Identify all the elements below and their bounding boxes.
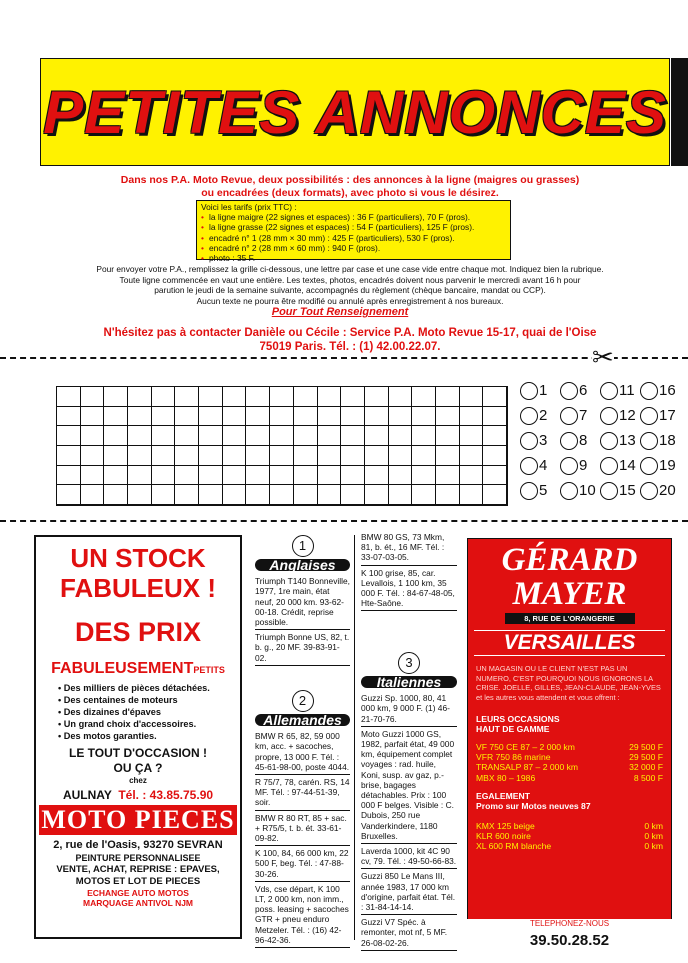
circle-checkbox-icon[interactable] <box>640 432 658 450</box>
rubrique-number: 6 <box>579 382 588 399</box>
letter-cell[interactable] <box>104 446 128 466</box>
instruction-line: Pour envoyer votre P.A., remplissez la grille ci-dessous, une lettre par case et une case vide entre chaque mot. Indiquez bien la rubrique. <box>96 264 604 274</box>
rubrique-option[interactable] <box>560 405 600 426</box>
circle-checkbox-icon[interactable] <box>600 432 618 450</box>
occasion-line: LE TOUT D'OCCASION ! <box>69 746 207 760</box>
letter-cell[interactable] <box>341 387 365 407</box>
letter-cell[interactable] <box>175 426 199 446</box>
letter-cell[interactable] <box>294 446 318 466</box>
ad-echange <box>36 888 240 908</box>
tarifs-box <box>196 200 511 264</box>
echange-line: ECHANGE AUTO MOTOS <box>87 888 189 898</box>
letter-cell[interactable] <box>246 446 270 466</box>
letter-cell[interactable] <box>294 387 318 407</box>
rubrique-option[interactable] <box>560 455 600 476</box>
list-item: • Des motos garanties. <box>58 730 240 742</box>
letter-cell[interactable] <box>294 485 318 505</box>
letter-cell[interactable] <box>223 485 247 505</box>
letter-cell[interactable] <box>389 387 413 407</box>
rubrique-option[interactable] <box>600 405 640 426</box>
letter-cell[interactable] <box>152 426 176 446</box>
rubrique-number: 17 <box>659 407 676 424</box>
classified-ad: Triumph Bonne US, 82, t. b. g., 20 MF. 39-83-91-02. <box>255 630 350 666</box>
occasions-list <box>476 742 663 783</box>
phone-label: TELEPHONEZ-NOUS <box>467 919 672 929</box>
ad-city: VERSAILLES <box>474 630 665 656</box>
tarifs-title: Voici les tarifs (prix TTC) : <box>201 202 297 212</box>
classified-ad: Guzzi V7 Spéc. à remonter, mot nf, 5 MF. 26-08-02-26. <box>361 915 457 951</box>
rubrique-number: 13 <box>619 432 636 449</box>
classified-ad: Guzzi Sp. 1000, 80, 41 000 km, 9 000 F. (1) 46-21-70-76. <box>361 691 457 727</box>
brand-line: GÉRARD <box>501 542 638 578</box>
item-model: VF 750 CE 87 – 2 000 km <box>476 742 575 752</box>
heading-line: HAUT DE GAMME <box>476 724 550 734</box>
petits-text: PETITS <box>193 665 225 675</box>
item-price: 0 km <box>644 841 663 852</box>
letter-cell[interactable] <box>460 407 484 427</box>
rubrique-number: 7 <box>579 407 588 424</box>
letter-cell[interactable] <box>81 407 105 427</box>
rubrique-option[interactable] <box>640 380 680 401</box>
rubrique-number: 12 <box>619 407 636 424</box>
letter-cell[interactable] <box>270 485 294 505</box>
letter-cell[interactable] <box>152 387 176 407</box>
contact-line: N'hésitez pas à contacter Danièle ou Cécile : Service P.A. Moto Revue 15-17, quai de l'Oise <box>103 327 597 339</box>
letter-cell[interactable] <box>57 446 81 466</box>
rubrique-option[interactable] <box>520 380 560 401</box>
circle-checkbox-icon[interactable] <box>560 482 578 500</box>
circle-checkbox-icon[interactable] <box>520 432 538 450</box>
circle-checkbox-icon[interactable] <box>600 407 618 425</box>
circle-checkbox-icon[interactable] <box>640 482 658 500</box>
letter-cell[interactable] <box>436 426 460 446</box>
ad-phone: Tél. : 43.85.75.90 <box>118 788 214 802</box>
egalement-heading <box>476 791 663 811</box>
fabuleusement-text: FABULEUSEMENT <box>51 660 194 677</box>
letter-cell[interactable] <box>318 426 342 446</box>
ad-fabuleusement <box>36 660 240 678</box>
item-price: 29 500 F <box>629 742 663 752</box>
letter-cell[interactable] <box>389 407 413 427</box>
heading-line: LEURS OCCASIONS <box>476 714 560 724</box>
letter-cell[interactable] <box>199 387 223 407</box>
circle-checkbox-icon[interactable] <box>520 457 538 475</box>
occasion-line: OU ÇA ? <box>113 761 163 775</box>
letter-cell[interactable] <box>175 446 199 466</box>
rubrique-number: 3 <box>539 432 548 449</box>
list-item <box>476 742 663 752</box>
letter-cell[interactable] <box>223 446 247 466</box>
letter-cell[interactable] <box>104 485 128 505</box>
rubrique-option[interactable] <box>560 380 600 401</box>
letter-cell[interactable] <box>270 426 294 446</box>
letter-cell[interactable] <box>365 407 389 427</box>
letter-cell[interactable] <box>365 446 389 466</box>
rubrique-number: 2 <box>539 407 548 424</box>
item-model: TRANSALP 87 – 2 000 km <box>476 762 579 773</box>
rubrique-number: 11 <box>619 382 635 399</box>
rubrique-option[interactable] <box>600 430 640 451</box>
letter-cell[interactable] <box>128 407 152 427</box>
letter-cell[interactable] <box>436 387 460 407</box>
letter-cell[interactable] <box>223 466 247 486</box>
instructions <box>50 264 650 306</box>
letter-cell[interactable] <box>104 387 128 407</box>
ad-prix: DES PRIX <box>74 617 202 647</box>
letter-cell[interactable] <box>483 466 507 486</box>
letter-cell[interactable] <box>152 446 176 466</box>
vente-line: VENTE, ACHAT, REPRISE : EPAVES, <box>56 864 220 875</box>
classified-ad: Moto Guzzi 1000 GS, 1982, parfait état, 49 000 km, équipement complet voyages : rad. huile, Koni, susp. av gaz, p.-brise, bagages détachables. Prix : 100 000 F belges. Visible : C. Dubois, 250 rue Vanderkindere, 1180 Bruxelles. <box>361 727 457 844</box>
circle-checkbox-icon[interactable] <box>600 457 618 475</box>
scissors-icon: ✂ <box>592 342 614 372</box>
letter-cell[interactable] <box>175 407 199 427</box>
letter-cell[interactable] <box>175 387 199 407</box>
circle-checkbox-icon[interactable] <box>640 407 658 425</box>
letter-cell[interactable] <box>128 387 152 407</box>
rubrique-number: 14 <box>619 457 636 474</box>
moto-pieces-logo: MOTO PIECES <box>39 805 237 835</box>
letter-cell[interactable] <box>199 426 223 446</box>
letter-cell[interactable] <box>436 407 460 427</box>
item-price: 0 km <box>644 820 663 831</box>
letter-cell[interactable] <box>460 446 484 466</box>
tarif-item: • encadré n° 2 (28 mm × 60 mm) : 940 F (pros). <box>201 243 506 253</box>
rubrique-number: 4 <box>539 457 548 474</box>
rubrique-number: 19 <box>659 457 676 474</box>
letter-cell[interactable] <box>412 387 436 407</box>
ad-brand <box>468 543 671 611</box>
letter-cell[interactable] <box>365 466 389 486</box>
rubrique-number: 10 <box>579 482 596 499</box>
ad-headline-line: UN STOCK <box>70 543 206 573</box>
letter-cell[interactable] <box>483 485 507 505</box>
list-item <box>476 752 663 762</box>
letter-cell[interactable] <box>128 446 152 466</box>
section-number: 3 <box>398 652 420 674</box>
intro-text <box>70 174 630 200</box>
circle-checkbox-icon[interactable] <box>600 382 618 400</box>
list-item <box>476 841 663 851</box>
letter-grid[interactable] <box>56 386 508 506</box>
circle-checkbox-icon[interactable] <box>520 482 538 500</box>
letter-cell[interactable] <box>246 387 270 407</box>
rubrique-option[interactable] <box>640 455 680 476</box>
item-model: VFR 750 86 marine <box>476 752 551 763</box>
list-item: • Des dizaines d'épaves <box>58 706 240 718</box>
rubrique-option[interactable] <box>520 405 560 426</box>
item-price: 0 km <box>644 831 663 842</box>
circle-checkbox-icon[interactable] <box>640 457 658 475</box>
item-model: XL 600 RM blanche <box>476 841 552 852</box>
list-item: • Des milliers de pièces détachées. <box>58 682 240 694</box>
letter-cell[interactable] <box>365 387 389 407</box>
instruction-line: Toute ligne commencée en vaut une entière. Les textes, photos, encadrés doivent nous parvenir le mercredi avant 16 h pour <box>119 274 581 285</box>
letter-cell[interactable] <box>152 485 176 505</box>
letter-cell[interactable] <box>199 485 223 505</box>
ad-feature-list <box>58 682 240 742</box>
letter-cell[interactable] <box>199 466 223 486</box>
letter-cell[interactable] <box>412 407 436 427</box>
list-item <box>476 773 663 783</box>
phone-number: 39.50.28.52 <box>529 932 610 949</box>
letter-cell[interactable] <box>81 466 105 486</box>
rubrique-option[interactable] <box>600 380 640 401</box>
letter-cell[interactable] <box>223 387 247 407</box>
rubrique-option[interactable] <box>520 455 560 476</box>
item-model: KLR 600 noire <box>476 831 531 842</box>
ad-address: 2, rue de l'Oasis, 93270 SEVRAN <box>53 839 223 851</box>
section-allemandes <box>255 690 350 948</box>
cut-line-bottom <box>0 520 688 522</box>
letter-cell[interactable] <box>365 485 389 505</box>
letter-cell[interactable] <box>318 485 342 505</box>
vente-line: MOTOS ET LOT DE PIECES <box>75 876 201 887</box>
rubrique-option[interactable] <box>640 405 680 426</box>
ad-blurb: UN MAGASIN OU LE CLIENT N'EST PAS UN NUMERO, C'EST POURQUOI NOUS IGNORONS LA CRISE. JOELLE, GILLES, JEAN-CLAUDE, JEAN-YVES et les autres vous attendent et vous offrent : <box>476 664 661 702</box>
ad-peinture: PEINTURE PERSONNALISEE <box>75 853 201 863</box>
circle-checkbox-icon[interactable] <box>560 382 578 400</box>
letter-cell[interactable] <box>81 485 105 505</box>
letter-cell[interactable] <box>57 466 81 486</box>
section-anglaises <box>255 535 350 666</box>
contact-text <box>70 326 630 354</box>
classified-ad: BMW R 80 RT, 85 + sac. + R75/5, t. b. ét. 33-61-09-82. <box>255 811 350 847</box>
circle-checkbox-icon[interactable] <box>520 382 538 400</box>
letter-cell[interactable] <box>294 426 318 446</box>
tarif-item: • encadré n° 1 (28 mm × 30 mm) : 425 F (particuliers), 530 F (pros). <box>201 233 506 243</box>
section-number: 2 <box>292 690 314 712</box>
ad-occasion <box>36 746 240 776</box>
letter-cell[interactable] <box>412 426 436 446</box>
section-title: Italiennes <box>361 676 457 688</box>
letter-cell[interactable] <box>389 466 413 486</box>
ad-street: 8, RUE DE L'ORANGERIE <box>505 613 635 624</box>
rubrique-number: 18 <box>659 432 676 449</box>
classified-ad: Laverda 1000, kit 4C 90 cv, 79. Tél. : 49-50-66-83. <box>361 844 457 869</box>
rubrique-option[interactable] <box>640 430 680 451</box>
rubrique-option[interactable] <box>640 480 680 501</box>
letter-cell[interactable] <box>104 426 128 446</box>
letter-cell[interactable] <box>389 426 413 446</box>
list-item: • Des centaines de moteurs <box>58 694 240 706</box>
classified-ad: R 75/7, 78, carén. RS, 14 MF. Tél. : 97-44-51-39, soir. <box>255 775 350 811</box>
letter-cell[interactable] <box>57 426 81 446</box>
letter-cell[interactable] <box>270 466 294 486</box>
rubrique-number: 1 <box>539 382 548 399</box>
tarif-item: • la ligne grasse (22 signes et espaces) : 54 F (particuliers), 125 F (pros). <box>201 222 506 232</box>
rubrique-number: 16 <box>659 382 676 399</box>
letter-cell[interactable] <box>483 407 507 427</box>
letter-cell[interactable] <box>81 446 105 466</box>
classified-ad: Vds, cse départ, K 100 LT, 2 000 km, non imm., poss. leasing + sacoches GTR + pneu enduro Metzeler. Tél. : (16) 42-96-42-36. <box>255 882 350 948</box>
letter-cell[interactable] <box>460 426 484 446</box>
letter-cell[interactable] <box>318 446 342 466</box>
letter-cell[interactable] <box>341 485 365 505</box>
rubrique-number: 9 <box>579 457 588 474</box>
letter-cell[interactable] <box>199 407 223 427</box>
ad-headline <box>36 543 240 603</box>
letter-cell[interactable] <box>412 466 436 486</box>
letter-cell[interactable] <box>365 426 389 446</box>
rubrique-option[interactable] <box>520 480 560 501</box>
classified-ad: BMW 80 GS, 73 Mkm, 81, b. ét., 16 MF. Tél. : 33-07-03-05. <box>361 530 457 566</box>
letter-cell[interactable] <box>57 407 81 427</box>
item-price: 32 000 F <box>629 762 663 773</box>
letter-cell[interactable] <box>483 426 507 446</box>
ad-headline-line: FABULEUX ! <box>60 573 216 603</box>
rubrique-number: 20 <box>659 482 676 499</box>
section-number: 1 <box>292 535 314 557</box>
letter-cell[interactable] <box>318 387 342 407</box>
letter-cell[interactable] <box>152 407 176 427</box>
letter-cell[interactable] <box>294 466 318 486</box>
tarif-item: • la ligne maigre (22 signes et espaces) : 36 F (particuliers), 70 F (pros). <box>201 212 506 222</box>
circle-checkbox-icon[interactable] <box>560 407 578 425</box>
circle-checkbox-icon[interactable] <box>560 457 578 475</box>
list-item <box>476 762 663 772</box>
rubrique-number: 8 <box>579 432 588 449</box>
section-allemandes-continued <box>361 530 457 611</box>
aulnay-text: AULNAY <box>62 788 112 802</box>
letter-cell[interactable] <box>175 466 199 486</box>
title-banner <box>40 58 670 166</box>
letter-cell[interactable] <box>341 426 365 446</box>
contact-line: 75019 Paris. Tél. : (1) 42.00.22.07. <box>259 341 441 353</box>
ad-aulnay <box>36 788 240 802</box>
letter-cell[interactable] <box>436 446 460 466</box>
intro-line: Dans nos P.A. Moto Revue, deux possibilités : des annonces à la ligne (maigres ou grasses) <box>120 174 580 186</box>
letter-cell[interactable] <box>152 466 176 486</box>
circle-checkbox-icon[interactable] <box>560 432 578 450</box>
letter-cell[interactable] <box>270 407 294 427</box>
ad-gerard-mayer <box>467 538 672 928</box>
section-title: Allemandes <box>255 714 350 726</box>
page-title: PETITES ANNONCES <box>43 78 667 146</box>
classified-ad: Triumph T140 Bonneville, 1977, 1re main, état neuf, 20 000 km. 93-62-00-18. Crédit, reprise possible. <box>255 574 350 630</box>
page-edge-bar <box>671 58 688 166</box>
letter-cell[interactable] <box>246 485 270 505</box>
letter-cell[interactable] <box>318 407 342 427</box>
letter-cell[interactable] <box>128 426 152 446</box>
letter-cell[interactable] <box>460 485 484 505</box>
item-model: KMX 125 beige <box>476 820 535 831</box>
letter-cell[interactable] <box>436 485 460 505</box>
letter-cell[interactable] <box>270 446 294 466</box>
echange-line: MARQUAGE ANTIVOL NJM <box>82 898 194 908</box>
letter-cell[interactable] <box>412 485 436 505</box>
letter-cell[interactable] <box>175 485 199 505</box>
cut-line-top <box>0 357 688 359</box>
letter-cell[interactable] <box>57 485 81 505</box>
letter-cell[interactable] <box>294 407 318 427</box>
list-item <box>476 831 663 841</box>
letter-cell[interactable] <box>128 466 152 486</box>
item-price: 8 500 F <box>633 772 663 783</box>
circle-checkbox-icon[interactable] <box>600 482 618 500</box>
rubrique-option[interactable] <box>560 430 600 451</box>
letter-cell[interactable] <box>483 387 507 407</box>
rubrique-option[interactable] <box>520 430 560 451</box>
classified-ad: K 100 grise, 85, car. Levallois, 1 100 km, 35 000 F. Tél. : 84-67-48-05, Hte-Saône. <box>361 566 457 612</box>
intro-line: ou encadrées (deux formats), avec photo si vous le désirez. <box>201 187 499 199</box>
rubrique-option[interactable] <box>560 480 600 501</box>
letter-cell[interactable] <box>460 466 484 486</box>
letter-cell[interactable] <box>128 485 152 505</box>
circle-checkbox-icon[interactable] <box>520 407 538 425</box>
letter-cell[interactable] <box>246 426 270 446</box>
letter-cell[interactable] <box>223 407 247 427</box>
item-price: 29 500 F <box>629 752 663 763</box>
letter-cell[interactable] <box>389 446 413 466</box>
neuves-list <box>476 821 663 852</box>
section-italiennes <box>361 652 457 951</box>
column-divider <box>354 535 355 940</box>
letter-cell[interactable] <box>246 407 270 427</box>
letter-cell[interactable] <box>460 387 484 407</box>
letter-cell[interactable] <box>412 446 436 466</box>
rubrique-number: 15 <box>619 482 636 499</box>
instruction-line: parution le jeudi de la semaine suivante, accompagnés du règlement (chèque bancaire, mandat ou CCP). <box>154 285 546 296</box>
letter-cell[interactable] <box>223 426 247 446</box>
letter-cell[interactable] <box>318 466 342 486</box>
classified-ad: BMW R 65, 82, 59 000 km, acc. + sacoches, propre, 13 000 F. Tél. : 45-61-98-00, poste 4044. <box>255 729 350 775</box>
rubrique-option[interactable] <box>600 455 640 476</box>
letter-cell[interactable] <box>199 446 223 466</box>
letter-cell[interactable] <box>104 466 128 486</box>
ad-moto-pieces <box>34 535 242 939</box>
letter-cell[interactable] <box>57 387 81 407</box>
occasions-heading <box>476 714 663 734</box>
renseignement-heading: Pour Tout Renseignement <box>271 306 409 318</box>
classified-ad: K 100, 84, 66 000 km, 22 500 F, beg. Tél. : 47-88-30-26. <box>255 846 350 882</box>
ad-chez: chez <box>129 776 147 785</box>
letter-cell[interactable] <box>341 446 365 466</box>
instruction-line: Aucun texte ne pourra être modifié ou annulé après enregistrement à nos bureaux. <box>196 295 504 306</box>
letter-cell[interactable] <box>104 407 128 427</box>
letter-cell[interactable] <box>81 426 105 446</box>
item-model: MBX 80 – 1986 <box>476 772 536 783</box>
letter-cell[interactable] <box>389 485 413 505</box>
circle-checkbox-icon[interactable] <box>640 382 658 400</box>
ad-vente <box>36 864 240 888</box>
letter-cell[interactable] <box>246 466 270 486</box>
classified-ad: Guzzi 850 Le Mans III, année 1983, 17 000 km d'origine, parfait état. Tél. : 31-84-14-14. <box>361 869 457 915</box>
letter-cell[interactable] <box>81 387 105 407</box>
letter-cell[interactable] <box>270 387 294 407</box>
rubrique-option[interactable] <box>600 480 640 501</box>
section-title: Anglaises <box>255 559 350 571</box>
letter-cell[interactable] <box>341 407 365 427</box>
letter-cell[interactable] <box>483 446 507 466</box>
letter-cell[interactable] <box>341 466 365 486</box>
heading-line: Promo sur Motos neuves 87 <box>476 800 591 811</box>
tarif-item: • photo : 35 F. <box>201 253 506 263</box>
heading-line: EGALEMENT <box>476 790 530 801</box>
list-item <box>476 821 663 831</box>
rubrique-selector <box>520 380 680 501</box>
list-item: • Un grand choix d'accessoires. <box>58 718 240 730</box>
letter-cell[interactable] <box>436 466 460 486</box>
rubrique-number: 5 <box>539 482 548 499</box>
brand-line: MAYER <box>512 576 627 612</box>
